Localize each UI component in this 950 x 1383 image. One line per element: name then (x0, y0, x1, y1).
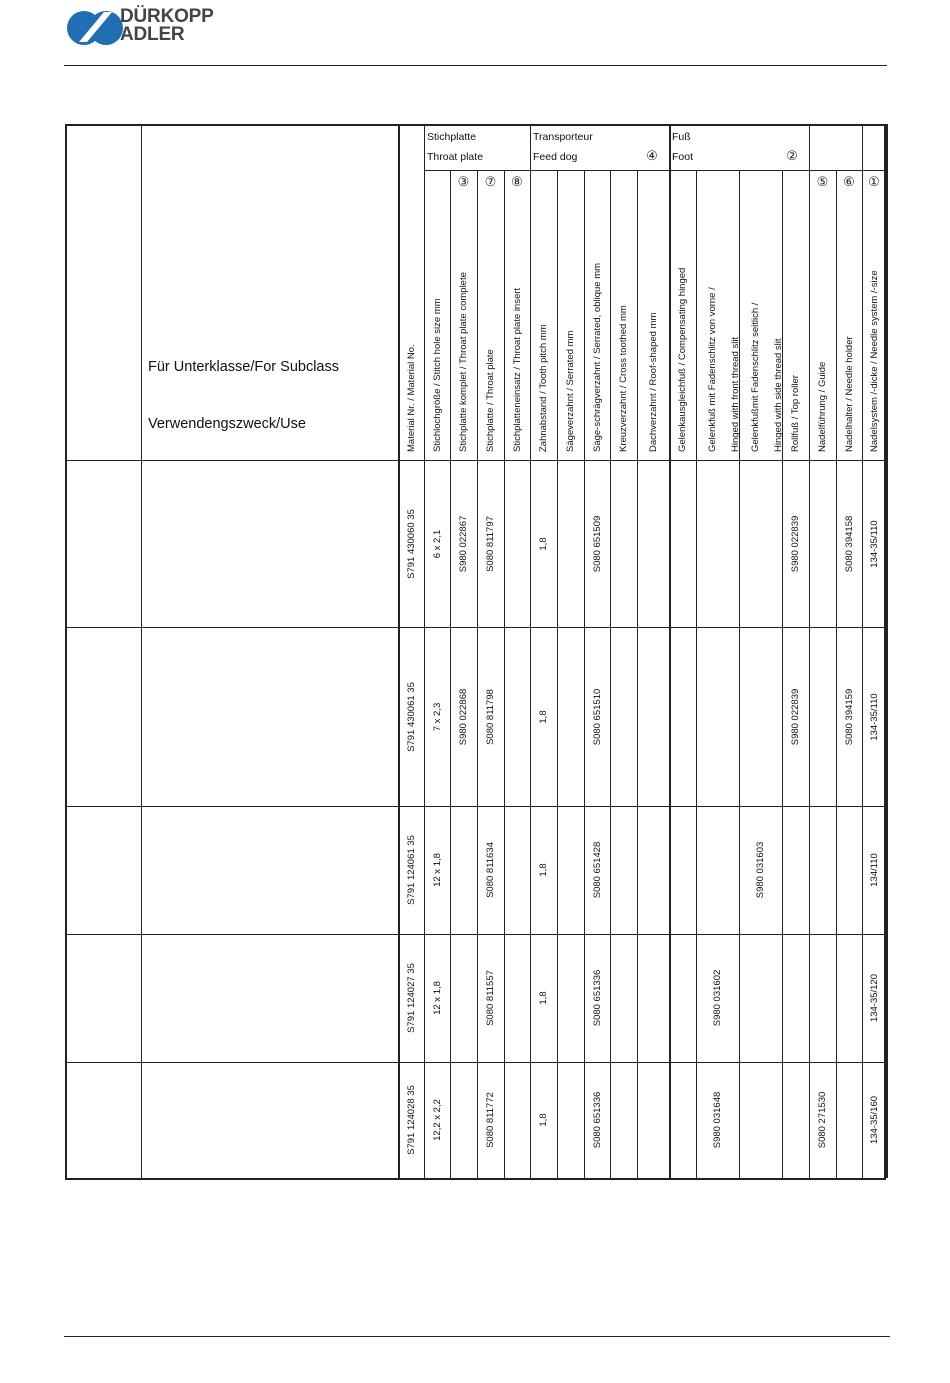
group-number-badge: ④ (646, 148, 658, 163)
table-border-top (66, 124, 886, 126)
table-cell: S080 811798 (485, 688, 496, 745)
table-col-divider (477, 170, 478, 1178)
table-cell: S080 394159 (843, 688, 855, 745)
column-header-label: Nadelsystem /-dicke / Needle system /-size (868, 270, 880, 452)
table-col-divider (450, 170, 451, 1178)
table-cell: S080 651509 (591, 515, 603, 572)
column-header-0 (406, 344, 417, 452)
brand-name-line2: ADLER (120, 24, 185, 45)
table-cell: 1,8 (538, 863, 549, 877)
column-header-label: Rollfuß / Top roller (790, 375, 801, 452)
table-col-divider (557, 170, 558, 1178)
column-header-label: Stichplatteneinsatz / Throat plate insert (511, 287, 523, 452)
table-cell: S791 430061 35 (405, 681, 417, 752)
table-cell: S980 031648 (712, 1091, 723, 1149)
table-row-divider (66, 806, 886, 807)
table-col-divider (669, 124, 671, 1178)
column-number-badge: ① (868, 174, 880, 189)
subclass-label: Für Unterklasse/For Subclass (148, 359, 339, 375)
table-border-left (65, 124, 67, 1180)
table-cell: S080 651510 (591, 688, 603, 745)
group-header-line2: Throat plate (427, 151, 484, 163)
table-cell: 134/110 (868, 853, 880, 887)
group-header-fuss (672, 128, 693, 168)
table-cell: S980 031603 (755, 841, 766, 899)
column-header-9 (648, 313, 659, 452)
column-header-label: Stichplatte komplet / Throat plate complete (458, 272, 469, 452)
table-cell: 134-35/110 (868, 519, 880, 568)
table-row-divider (66, 934, 886, 935)
group-header-line2: Feed dog (533, 151, 578, 163)
column-header-label2: Hinged with side thread slit (772, 338, 784, 452)
table-cell: S080 394158 (843, 515, 855, 572)
column-header-15 (844, 336, 855, 452)
brand-name-line1: DÜRKOPP (120, 6, 214, 27)
column-header-5 (538, 324, 549, 452)
table-col-divider (530, 124, 531, 1178)
group-number-badge: ② (786, 148, 798, 163)
table-cell: 134-35/120 (868, 973, 880, 1023)
column-header-11 (707, 287, 741, 452)
table-col-divider (584, 170, 585, 1178)
table-group-divider (424, 170, 884, 171)
table-cell: S080 811634 (485, 842, 496, 898)
table-col-divider (398, 124, 400, 1178)
use-label: Verwendengszweck/Use (148, 416, 306, 432)
table-cell: 1,8 (538, 1113, 549, 1127)
column-number-badge: ③ (457, 174, 470, 189)
column-header-label: Zahnabstand / Tooth pitch mm (538, 324, 549, 452)
table-cell: 1,8 (538, 536, 549, 551)
column-header-10 (677, 268, 688, 452)
table-cell: 12 x 1,8 (431, 853, 443, 887)
table-cell: 12 x 1,8 (431, 981, 443, 1015)
table-cell: S080 811797 (485, 515, 496, 572)
table-col-divider (610, 170, 611, 1178)
footer-rule (64, 1336, 890, 1337)
column-header-6 (565, 331, 576, 452)
table-cell: S791 124027 35 (405, 963, 417, 1033)
column-number-badge: ⑤ (816, 174, 829, 189)
table-border-bottom (66, 1178, 886, 1180)
column-number-badge: ⑧ (511, 174, 523, 189)
table-cell: 134-35/110 (868, 692, 880, 741)
column-header-label: Sägeverzahnt / Serrated mm (565, 330, 576, 452)
table-cell: S980 022868 (458, 688, 469, 745)
column-header-label: Gelenkfußmit Fadenschlitz seitlich / (749, 302, 761, 452)
table-row-divider (66, 1062, 886, 1063)
table-cell: S080 651336 (591, 969, 603, 1027)
table-cell: 1,8 (538, 991, 549, 1005)
column-number-badge: ⑦ (484, 174, 497, 189)
table-cell: 6 x 2,1 (431, 529, 443, 558)
column-header-label: Stichlochgröße / Stitch hole size mm (431, 298, 443, 452)
column-header-12 (750, 303, 784, 452)
table-col-divider (836, 170, 837, 1178)
table-header-divider (66, 460, 886, 461)
column-header-1 (432, 298, 443, 452)
column-header-label: Säge-schrägverzahnt / Serrated, oblique mm (591, 262, 603, 452)
table-cell: S080 651336 (591, 1091, 603, 1149)
table-cell: S791 430060 35 (405, 508, 417, 579)
column-header-16 (869, 270, 880, 452)
column-header-3 (485, 349, 496, 452)
column-header-label: Nadelhalter / Needle holder (843, 336, 855, 452)
column-header-label: Gelenkausgleichfuß / Compensating hinged (677, 267, 688, 452)
table-cell: S980 022839 (790, 688, 801, 745)
column-header-label: Kreuzverzahnt / Cross toothed mm (618, 305, 629, 452)
column-header-label: Gelenkfuß mit Fadenschlitz von vorne / (706, 287, 718, 452)
table-row-divider (66, 627, 886, 628)
table-cell: S080 811557 (485, 970, 496, 1026)
table-cell: S080 271530 (817, 1091, 828, 1149)
table-col-divider (141, 124, 142, 1178)
table-cell: 134-35/160 (868, 1095, 880, 1145)
table-cell: S791 124061 35 (405, 835, 417, 905)
group-header-line1: Stichplatte (427, 131, 477, 143)
table-cell: S980 022839 (790, 515, 801, 572)
column-header-8 (618, 305, 629, 452)
group-header-stichplatte (427, 128, 483, 168)
column-header-13 (790, 375, 801, 452)
column-header-14 (817, 362, 828, 452)
table-col-divider (424, 124, 425, 1178)
column-header-label: Stichplatte / Throat plate (485, 349, 496, 452)
column-header-label2: Hinged with front thread slit (729, 336, 741, 452)
table-cell: 7 x 2,3 (431, 702, 443, 731)
table-cell: S980 031602 (712, 969, 723, 1027)
column-header-2 (458, 272, 469, 452)
group-header-line2: Foot (672, 151, 694, 163)
column-header-label: Material Nr. / Material No. (405, 344, 417, 452)
column-header-4 (512, 288, 523, 452)
table-col-divider (809, 124, 810, 1178)
table-cell: S791 124028 35 (405, 1085, 417, 1155)
table-cell: 12,2 x 2,2 (431, 1099, 443, 1141)
table-cell: S080 811772 (485, 1092, 496, 1148)
table-cell: S080 651428 (591, 841, 603, 899)
column-header-7 (592, 263, 603, 452)
group-header-line1: Transporteur (533, 131, 593, 143)
table-col-divider (637, 170, 638, 1178)
table-cell: S980 022867 (458, 515, 469, 572)
column-header-label: Nadelführung / Guide (817, 361, 828, 452)
table-col-divider (862, 124, 863, 1178)
table-cell: 1,8 (538, 709, 549, 724)
table-col-divider (886, 124, 888, 1178)
column-header-label: Dachverzahnt / Roof-shaped mm (647, 312, 659, 452)
group-header-transporteur (533, 128, 593, 168)
column-number-badge: ⑥ (843, 174, 855, 189)
table-col-divider (504, 170, 505, 1178)
group-header-line1: Fuß (672, 131, 691, 143)
table-col-divider (696, 170, 697, 1178)
